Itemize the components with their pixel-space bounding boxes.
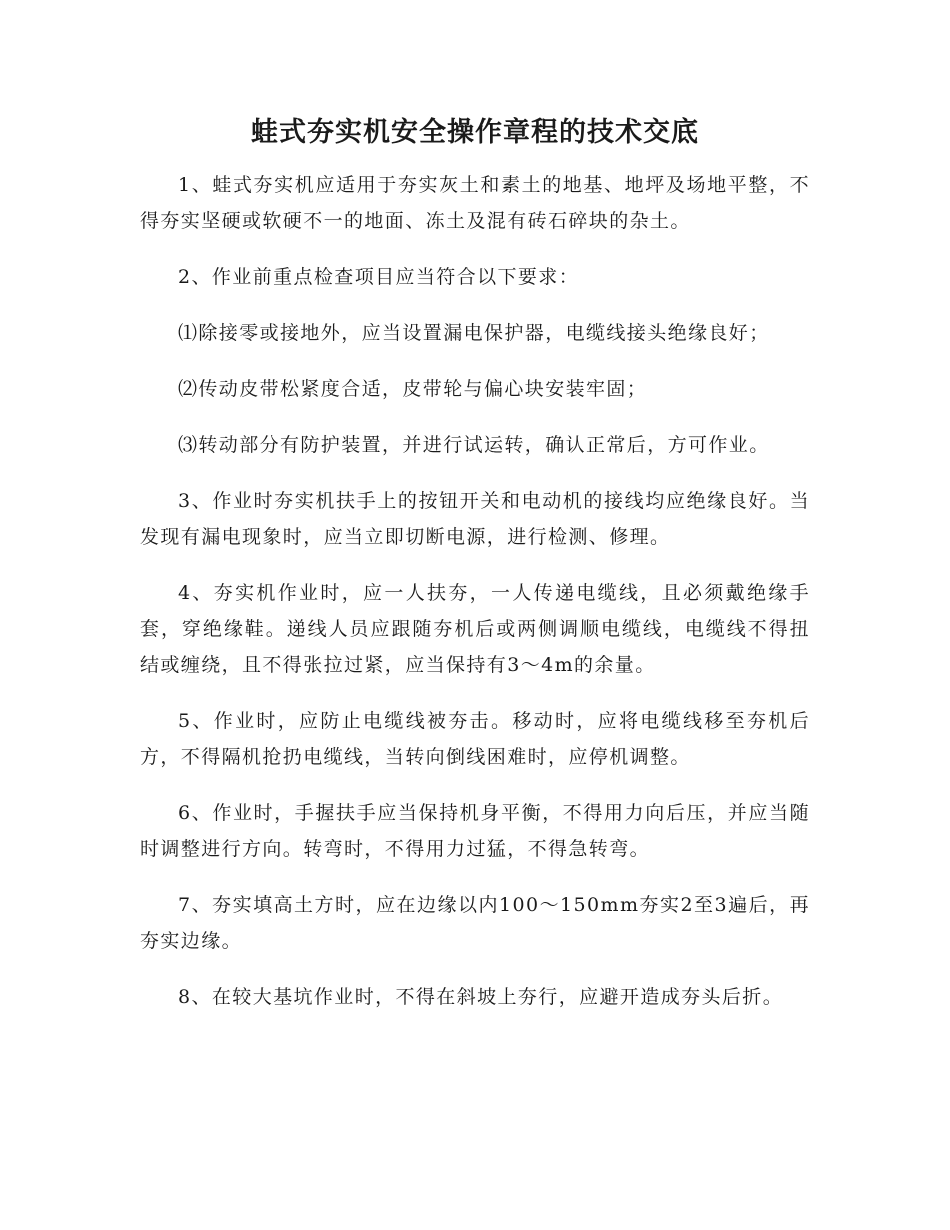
- paragraph-6: 6、作业时，手握扶手应当保持机身平衡，不得用力向后压，并应当随时调整进行方向。转弯时，不得用力过猛，不得急转弯。: [140, 802, 810, 860]
- paragraph-2-item-1: ⑴除接零或接地外，应当设置漏电保护器，电缆线接头绝缘良好；: [178, 322, 770, 344]
- document-title: 蛙式夯实机安全操作章程的技术交底: [251, 117, 699, 148]
- paragraph-1: 1、蛙式夯实机应适用于夯实灰土和素土的地基、地坪及场地平整，不得夯实坚硬或软硬不一的地面、冻土及混有砖石碎块的杂土。: [140, 174, 810, 232]
- paragraph-4: 4、夯实机作业时，应一人扶夯，一人传递电缆线，且必须戴绝缘手套，穿绝缘鞋。递线人员应跟随夯机后或两侧调顺电缆线，电缆线不得扭结或缠绕，且不得张拉过紧，应当保持有3～4m的余量。: [140, 582, 810, 676]
- paragraph-2: 2、作业前重点检查项目应当符合以下要求：: [178, 266, 580, 288]
- paragraph-5: 5、作业时，应防止电缆线被夯击。移动时，应将电缆线移至夯机后方，不得隔机抢扔电缆线，当转向倒线困难时，应停机调整。: [140, 710, 810, 768]
- paragraph-3: 3、作业时夯实机扶手上的按钮开关和电动机的接线均应绝缘良好。当发现有漏电现象时，应当立即切断电源，进行检测、修理。: [140, 490, 810, 548]
- paragraph-8: 8、在较大基坑作业时，不得在斜坡上夯行，应避开造成夯头后折。: [178, 986, 784, 1008]
- paragraph-7: 7、夯实填高土方时，应在边缘以内100～150mm夯实2至3遍后，再夯实边缘。: [140, 894, 810, 952]
- paragraph-2-item-3: ⑶转动部分有防护装置，并进行试运转，确认正常后，方可作业。: [178, 434, 770, 456]
- paragraph-2-item-2: ⑵传动皮带松紧度合适，皮带轮与偏心块安装牢固；: [178, 378, 648, 400]
